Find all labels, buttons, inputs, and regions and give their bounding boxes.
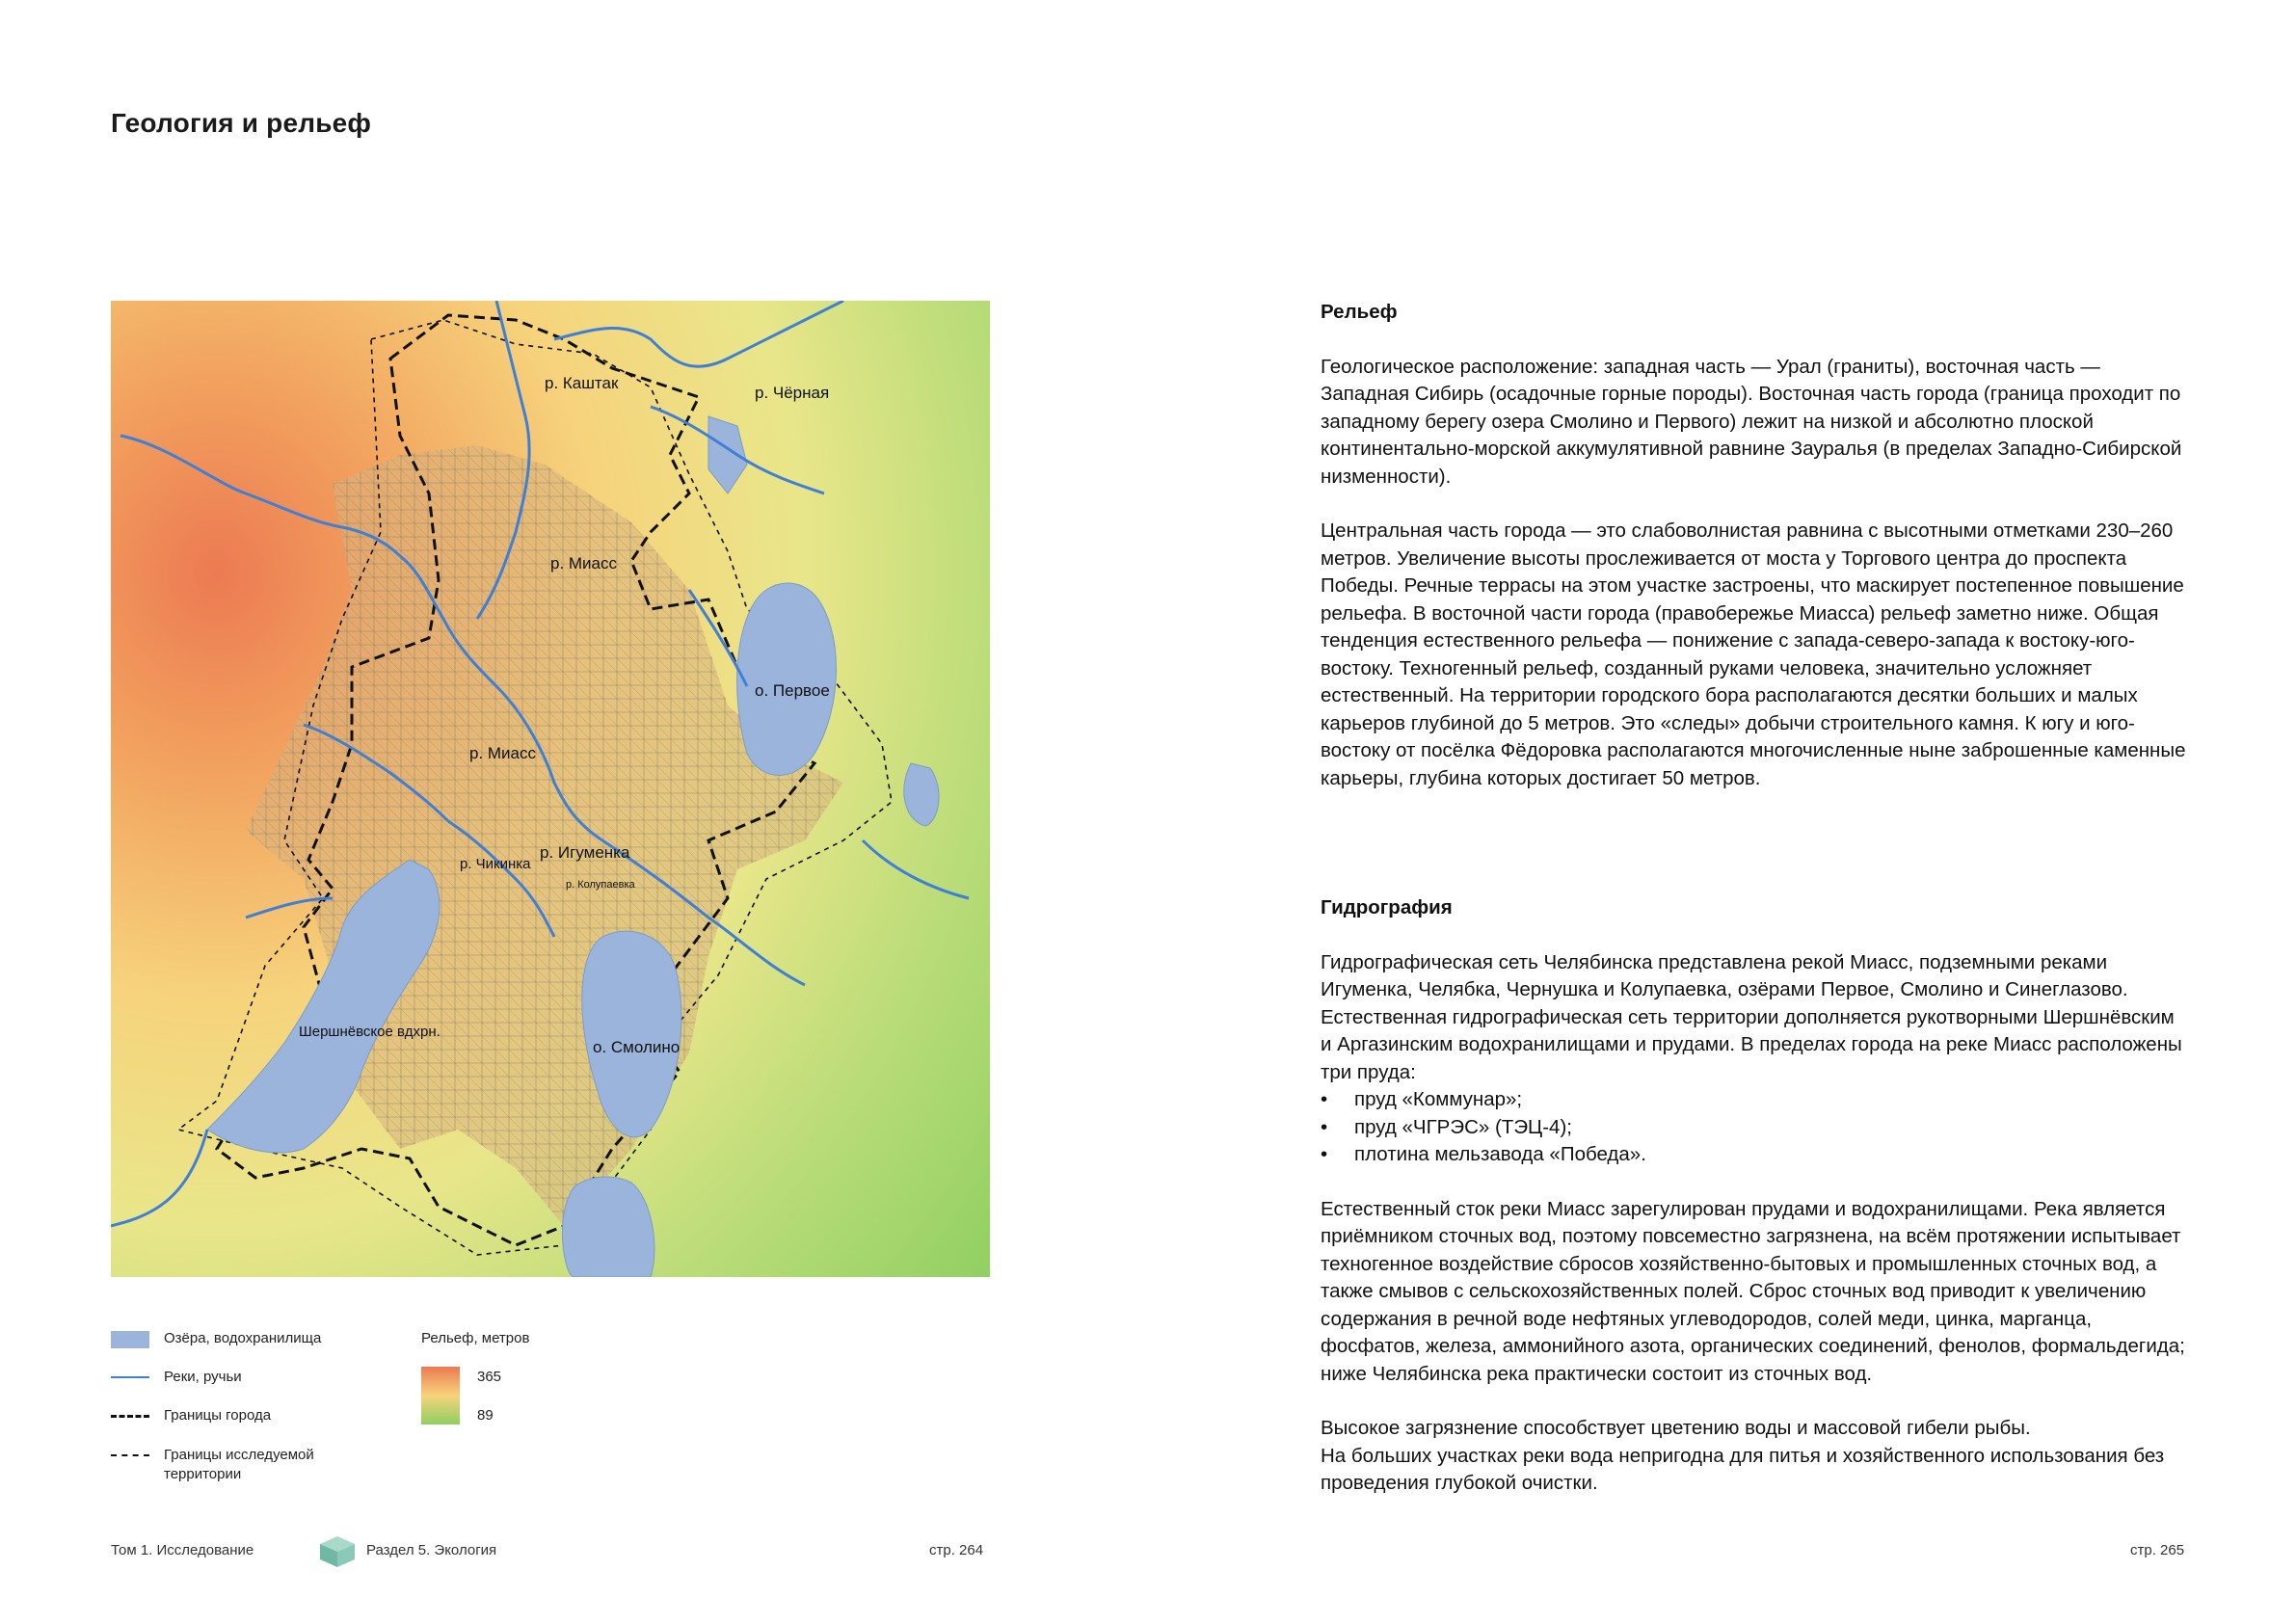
hydro-paragraph-3b: На больших участках реки вода непригодна для питья и хозяйственного использования без проведения глубокой очистки.	[1321, 1444, 2165, 1494]
label-miass-center: р. Миасс	[469, 744, 537, 762]
legend-relief-swatch	[421, 1367, 460, 1424]
label-chikinka: р. Чикинка	[460, 856, 531, 872]
footer-section: Раздел 5. Экология	[366, 1542, 497, 1558]
legend-study-boundary-label: Границы исследуемой территории	[164, 1447, 314, 1482]
legend-rivers-swatch	[111, 1376, 149, 1378]
legend-study-boundary-swatch	[111, 1454, 149, 1456]
relief-section	[1321, 299, 2188, 792]
list-item: • пруд «Коммунар»;	[1321, 1086, 2188, 1114]
legend-rivers-label: Реки, ручьи	[164, 1369, 242, 1385]
label-kashtak: р. Каштак	[545, 374, 619, 392]
label-igumenka: р. Игуменка	[540, 843, 630, 862]
label-smolino: о. Смолино	[593, 1038, 681, 1056]
hydro-paragraph-3a: Высокое загрязнение способствует цветению воды и массовой гибели рыбы.	[1321, 1417, 2031, 1439]
relief-heading: Рельеф	[1321, 301, 1398, 323]
legend-city-boundary-label: Границы города	[164, 1407, 272, 1424]
footer-volume: Том 1. Исследование	[111, 1542, 254, 1558]
label-pervoe: о. Первое	[755, 681, 830, 700]
hydro-section	[1321, 894, 2188, 1498]
section-cube-icon	[316, 1532, 359, 1571]
label-chernaya: р. Чёрная	[755, 384, 830, 402]
legend-relief-title: Рельеф, метров	[421, 1330, 530, 1346]
legend-city-boundary-swatch	[111, 1415, 149, 1418]
relief-paragraph-1: Геологическое расположение: западная часть — Урал (граниты), восточная часть — Западная Сибирь (осадочные горные породы). Восточная часть города (граница проходит по западному берегу озера Смолино и Первого) лежит на низкой и абсолютно плоской континентально-морской аккумулятивной равнине Зауралья (в пределах Западно-Сибирской низменности).	[1321, 355, 2182, 488]
list-item: • пруд «ЧГРЭС» (ТЭЦ-4);	[1321, 1114, 2188, 1142]
footer-page-left: стр. 264	[929, 1542, 984, 1558]
page-title: Геология и рельеф	[111, 108, 372, 138]
legend-lakes-swatch	[111, 1331, 149, 1348]
map-graphic	[111, 301, 990, 1277]
ponds-list	[1321, 1086, 2188, 1169]
legend-relief-min: 89	[477, 1407, 494, 1424]
hydro-paragraph-1: Гидрографическая сеть Челябинска представлена рекой Миасс, подземными реками Игуменка, Челябка, Чернушка и Колупаевка, озёрами Первое, Смолино и Синеглазово. Естественная гидрографическая сеть территории дополняется рукотворными Шершнёвским и Аргазинским водохранилищами и прудами. В пределах города на реке Миасс расположены три пруда:	[1321, 950, 2182, 1083]
hydro-heading: Гидрография	[1321, 896, 1453, 918]
label-koluptaevka: р. Колупаевка	[566, 879, 635, 891]
hydro-paragraph-2: Естественный сток реки Миасс зарегулирован прудами и водохранилищами. Река является приёмником сточных вод, поэтому повсеместно загрязнена, на всём протяжении испытывает техногенное воздействие сбросов хозяйственно-бытовых и промышленных сточных вод, а также смывов с сельскохозяйственных полей. Сброс сточных вод приводит к увеличению содержания в речной воде нефтяных углеводородов, солей меди, цинка, марганца, фосфатов, железа, аммонийного азота, органических соединений, фенолов, формальдегида; ниже Челябинска река практически состоит из сточных вод.	[1321, 1197, 2185, 1385]
label-shershni: Шершнёвское вдхрн.	[299, 1024, 441, 1040]
label-miass-north: р. Миасс	[550, 554, 618, 572]
footer-page-right: стр. 265	[2130, 1542, 2185, 1558]
relief-map	[111, 301, 990, 1277]
relief-paragraph-2: Центральная часть города — это слабоволнистая равнина с высотными отметками 230–260 метров. Увеличение высоты прослеживается от моста у Торгового центра до проспекта Победы. Речные террасы на этом участке застроены, что маскирует постепенное повышение рельефа. В восточной части города (правобережье Миасса) рельеф заметно ниже. Общая тенденция естественного рельефа — понижение с запада-северо-запада к востоку-юго-востоку. Техногенный рельеф, созданный руками человека, значительно усложняет естественный. На территории городского бора располагаются десятки больших и малых карьеров глубиной до 5 метров. Это «следы» добычи строительного камня. К югу и юго-востоку от посёлка Фёдоровка располагаются многочисленные ныне заброшенные каменные карьеры, глубина которых достигает 50 метров.	[1321, 519, 2186, 789]
legend-relief-max: 365	[477, 1369, 502, 1385]
list-item: • плотина мельзавода «Победа».	[1321, 1141, 2188, 1169]
legend-lakes-label: Озёра, водохранилища	[164, 1330, 322, 1346]
